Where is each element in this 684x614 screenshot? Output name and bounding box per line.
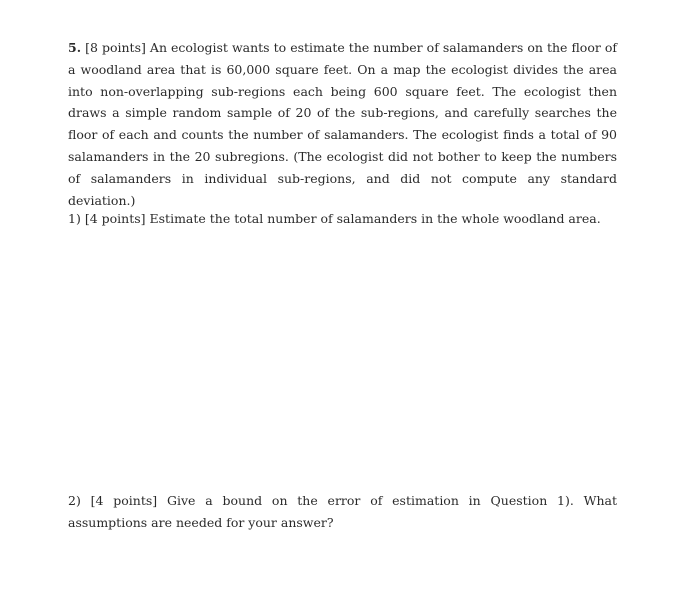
problem-text: An ecologist wants to estimate the number of salamanders on the floor of a woodland area that is 60,000 square feet. On a map the ecologist divides the area into non-overlapping sub-regions each being 600 square feet. The ecologist then draws a simple random sample of 20 of the sub-regions, and carefully searches the floor of each and counts the number of salamanders. The ecologist finds a total of 90 salamanders in the 20 subregions. (The ecologist did not bother to keep the numbers of salamanders in individual sub-regions, and did not compute any standard deviation.) bbox=[68, 40, 618, 208]
question-1-text: Estimate the total number of salamanders in the whole woodland area. bbox=[149, 211, 601, 226]
question-1 bbox=[68, 208, 617, 230]
problem-number: 5. bbox=[68, 40, 82, 55]
question-2-points: [4 points] bbox=[90, 493, 158, 508]
question-2-text: Give a bound on the error of estimation in Question 1). What assumptions are needed for your answer? bbox=[68, 493, 618, 530]
question-2-label: 2) bbox=[68, 493, 81, 508]
problem-points: [8 points] bbox=[85, 40, 146, 55]
question-1-label: 1) bbox=[68, 211, 81, 226]
problem-statement bbox=[68, 37, 617, 211]
question-2 bbox=[68, 490, 617, 534]
question-1-points: [4 points] bbox=[84, 211, 146, 226]
